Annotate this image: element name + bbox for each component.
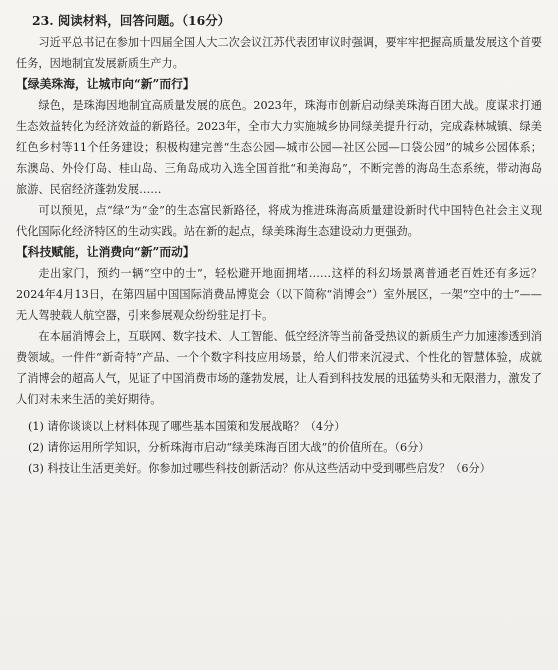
section2-paragraph-1: 走出家门，预约一辆“空中的士”，轻松避开地面拥堵……这样的科幻场景离普通老百姓还有多远？2024年4月13日，在第四届中国国际消费品博览会（以下简称“消博会”）室外展区，一架“空中的士”——无人驾驶载人航空器，引来参展观众纷纷驻足打卡。: [16, 267, 542, 322]
section-title-tech: 【科技赋能，让消费向“新”而动】: [16, 245, 195, 259]
subquestion-1: (1) 请你谈谈以上材料体现了哪些基本国策和发展战略？（4分）: [28, 420, 346, 433]
intro-paragraph: 习近平总书记在参加十四届全国人大二次会议江苏代表团审议时强调，要牢牢把握高质量发展这个首要任务，因地制宜发展新质生产力。: [16, 36, 542, 70]
section1-paragraph-1: 绿色，是珠海因地制宜高质量发展的底色。2023年，珠海市创新启动绿美珠海百团大战。度谋求打通生态效益转化为经济效益的新路径。2023年，全市大力实施城乡协同绿美提升行动，完成森林城镇、绿美红色乡村等11个任务建设；积极构建完善“生态公园—城市公园—社区公园—口袋公园”的城乡公园体系；东澳岛、外伶仃岛、桂山岛、三角岛成功入选全国首批“和美海岛”，不断完善的海岛生态系统，带动海岛旅游、民宿经济蓬勃发展……: [16, 99, 542, 196]
section2-paragraph-2: 在本届消博会上，互联网、数字技术、人工智能、低空经济等当前备受热议的新质生产力加速渗透到消费领域。一件件“新奇特”产品、一个个数字科技应用场景，给人们带来沉浸式、个性化的智慧体验，成就了消博会的超高人气，见证了中国消费市场的蓬勃发展，让人看到科技发展的迅猛势头和无限潜力，激发了人们对未来生活的美好期待。: [16, 330, 542, 406]
subquestion-3: (3) 科技让生活更美好。你参加过哪些科技创新活动？你从这些活动中受到哪些启发？（6分）: [28, 462, 491, 475]
subquestion-list: [16, 416, 542, 479]
section1-paragraph-2: 可以预见，点“绿”为“金”的生态富民新路径，将成为推进珠海高质量建设新时代中国特色社会主义现代化国际化经济特区的生动实践。站在新的起点，绿美珠海生态建设动力更强劲。: [16, 204, 542, 238]
subquestion-2: (2) 请你运用所学知识，分析珠海市启动“绿美珠海百团大战”的价值所在。（6分）: [28, 441, 430, 454]
question-header: 23. 阅读材料，回答问题。（16分）: [32, 13, 230, 28]
section-title-green: 【绿美珠海，让城市向“新”而行】: [16, 77, 195, 91]
